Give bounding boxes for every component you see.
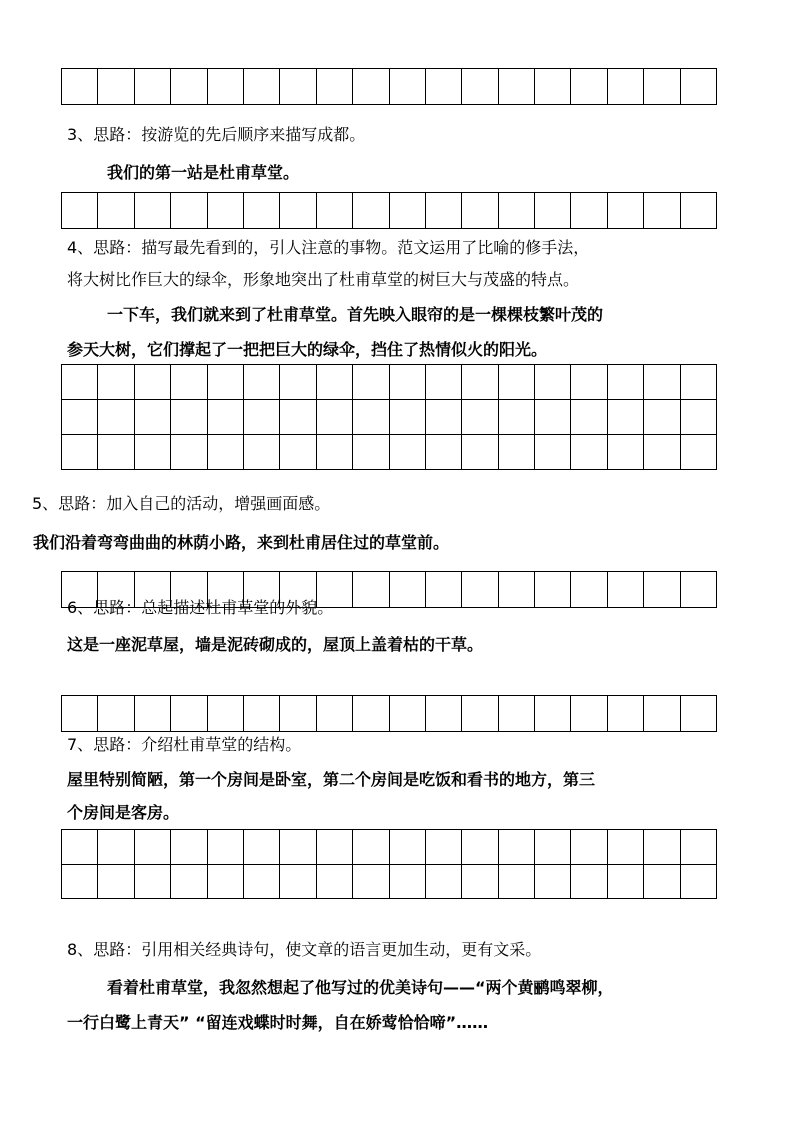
grid-cell[interactable] [390,865,426,900]
section-3-hint [67,124,365,146]
grid-cell[interactable] [280,435,316,470]
grid-cell[interactable] [499,400,535,435]
grid-cell[interactable] [390,365,426,400]
grid-cell[interactable] [426,365,462,400]
grid-cell[interactable] [244,830,280,865]
grid-cell[interactable] [62,435,98,470]
grid-cell[interactable] [571,435,607,470]
grid-cell[interactable] [317,400,353,435]
grid-cell[interactable] [426,830,462,865]
writing-grid-1[interactable] [61,68,717,105]
grid-cell[interactable] [244,69,280,105]
grid-cell[interactable] [462,400,498,435]
grid-cell[interactable] [681,865,717,900]
hint-text: 思路：描写最先看到的，引人注意的事物。范文运用了比喻的修手法， [93,238,590,257]
grid-cell[interactable] [171,696,207,732]
grid-cell[interactable] [426,865,462,900]
grid-cell[interactable] [426,193,462,229]
grid-cell[interactable] [644,193,680,229]
section-5-hint [32,493,330,515]
grid-cell[interactable] [644,572,680,608]
grid-cell[interactable] [535,696,571,732]
grid-cell[interactable] [608,435,644,470]
grid-cell[interactable] [644,830,680,865]
grid-cell[interactable] [244,435,280,470]
grid-cell[interactable] [535,193,571,229]
grid-cell[interactable] [208,400,244,435]
grid-cell[interactable] [644,365,680,400]
grid-cell[interactable] [135,193,171,229]
grid-cell[interactable] [571,572,607,608]
grid-cell[interactable] [98,400,134,435]
grid-cell[interactable] [62,69,98,105]
grid-cell[interactable] [208,435,244,470]
grid-cell[interactable] [317,696,353,732]
grid-cell[interactable] [135,865,171,900]
grid-cell[interactable] [499,865,535,900]
hint-text: 思路：加入自己的活动，增强画面感。 [58,494,331,513]
section-7-hint [67,734,301,756]
grid-cell[interactable] [390,830,426,865]
grid-cell[interactable] [171,400,207,435]
grid-cell[interactable] [390,69,426,105]
grid-cell[interactable] [608,865,644,900]
writing-grid-2[interactable] [61,192,717,229]
grid-cell[interactable] [353,572,389,608]
grid-cell[interactable] [171,830,207,865]
grid-cell[interactable] [499,69,535,105]
grid-cell[interactable] [244,865,280,900]
grid-cell[interactable] [571,365,607,400]
grid-cell[interactable] [608,69,644,105]
grid-cell[interactable] [499,193,535,229]
grid-cell[interactable] [499,365,535,400]
hint-text: 思路：引用相关经典诗句，使文章的语言更加生动，更有文采。 [93,940,542,959]
grid-cell[interactable] [644,400,680,435]
section-4-hint-line-2: 将大树比作巨大的绿伞，形象地突出了杜甫草堂的树巨大与茂盛的特点。 [67,270,580,289]
grid-cell[interactable] [208,193,244,229]
grid-cell[interactable] [317,69,353,105]
section-8-hint [67,939,541,961]
grid-cell[interactable] [426,400,462,435]
writing-grid-6[interactable] [61,829,717,899]
section-number: 5、 [32,494,59,513]
grid-cell[interactable] [135,830,171,865]
section-8-example-line-2: 一行白鹭上青天” “留连戏蝶时时舞，自在娇莺恰恰啼”…… [67,1013,489,1032]
grid-cell[interactable] [681,69,717,105]
grid-cell[interactable] [681,400,717,435]
grid-cell[interactable] [535,365,571,400]
grid-cell[interactable] [98,365,134,400]
grid-cell[interactable] [317,193,353,229]
grid-cell[interactable] [608,193,644,229]
grid-cell[interactable] [608,400,644,435]
grid-cell[interactable] [280,69,316,105]
grid-cell[interactable] [681,365,717,400]
grid-cell[interactable] [208,696,244,732]
grid-cell[interactable] [208,830,244,865]
grid-cell[interactable] [98,830,134,865]
grid-cell[interactable] [171,365,207,400]
grid-cell[interactable] [390,435,426,470]
grid-cell[interactable] [681,572,717,608]
grid-cell[interactable] [499,696,535,732]
grid-cell[interactable] [98,696,134,732]
section-number: 3、 [67,125,94,144]
section-5-example: 我们沿着弯弯曲曲的林荫小路，来到杜甫居住过的草堂前。 [33,533,450,552]
grid-cell[interactable] [608,696,644,732]
grid-cell[interactable] [171,865,207,900]
grid-cell[interactable] [426,572,462,608]
grid-cell[interactable] [353,830,389,865]
grid-cell[interactable] [171,435,207,470]
grid-cell[interactable] [426,69,462,105]
grid-cell[interactable] [98,435,134,470]
grid-cell[interactable] [390,696,426,732]
section-number: 6、 [67,598,94,617]
section-8-example-line-1: 看着杜甫草堂，我忽然想起了他写过的优美诗句——“两个黄鹂鸣翠柳， [107,978,614,997]
grid-cell[interactable] [353,435,389,470]
grid-cell[interactable] [62,193,98,229]
grid-cell[interactable] [535,865,571,900]
grid-cell[interactable] [608,365,644,400]
grid-cell[interactable] [98,865,134,900]
grid-cell[interactable] [462,696,498,732]
grid-cell[interactable] [317,365,353,400]
grid-cell[interactable] [317,865,353,900]
grid-cell[interactable] [390,572,426,608]
grid-cell[interactable] [644,435,680,470]
section-4-example-line-2: 参天大树，它们撑起了一把把巨大的绿伞，挡住了热情似火的阳光。 [67,340,548,359]
section-6-hint [67,597,333,619]
grid-cell[interactable] [208,865,244,900]
grid-cell[interactable] [462,572,498,608]
section-number: 4、 [67,238,94,257]
section-6-example: 这是一座泥草屋，墙是泥砖砌成的，屋顶上盖着枯的干草。 [67,635,484,654]
grid-cell[interactable] [535,572,571,608]
grid-cell[interactable] [426,435,462,470]
grid-cell[interactable] [98,69,134,105]
grid-cell[interactable] [571,69,607,105]
grid-cell[interactable] [499,435,535,470]
grid-cell[interactable] [608,572,644,608]
grid-cell[interactable] [98,193,134,229]
hint-text: 思路：介绍杜甫草堂的结构。 [93,735,302,754]
grid-cell[interactable] [571,865,607,900]
grid-cell[interactable] [280,193,316,229]
grid-cell[interactable] [353,193,389,229]
grid-cell[interactable] [62,365,98,400]
grid-cell[interactable] [499,572,535,608]
grid-cell[interactable] [390,400,426,435]
writing-grid-3[interactable] [61,364,717,470]
section-number: 8、 [67,940,94,959]
grid-cell[interactable] [681,696,717,732]
section-4-example-line-1: 一下车，我们就来到了杜甫草堂。首先映入眼帘的是一棵棵枝繁叶茂的 [107,305,604,324]
grid-cell[interactable] [244,696,280,732]
grid-cell[interactable] [171,193,207,229]
grid-cell[interactable] [280,830,316,865]
hint-text: 思路：总起描述杜甫草堂的外貌。 [93,598,334,617]
grid-cell[interactable] [571,400,607,435]
grid-cell[interactable] [535,69,571,105]
grid-cell[interactable] [135,365,171,400]
grid-cell[interactable] [135,400,171,435]
grid-cell[interactable] [608,830,644,865]
grid-cell[interactable] [280,400,316,435]
section-7-example-line-1: 屋里特别简陋，第一个房间是卧室，第二个房间是吃饭和看书的地方，第三 [67,770,596,789]
writing-grid-5[interactable] [61,695,717,732]
grid-cell[interactable] [571,193,607,229]
grid-cell[interactable] [135,696,171,732]
grid-cell[interactable] [317,830,353,865]
grid-cell[interactable] [171,69,207,105]
grid-cell[interactable] [681,830,717,865]
grid-cell[interactable] [535,400,571,435]
grid-cell[interactable] [280,865,316,900]
grid-cell[interactable] [644,696,680,732]
grid-cell[interactable] [353,69,389,105]
grid-cell[interactable] [462,193,498,229]
grid-cell[interactable] [62,830,98,865]
grid-cell[interactable] [462,435,498,470]
section-3-example: 我们的第一站是杜甫草堂。 [107,163,300,182]
grid-cell[interactable] [62,865,98,900]
grid-cell[interactable] [462,365,498,400]
grid-cell[interactable] [244,193,280,229]
grid-cell[interactable] [535,830,571,865]
section-4-hint-line-1 [67,237,589,259]
grid-cell[interactable] [426,696,462,732]
grid-cell[interactable] [208,69,244,105]
grid-cell[interactable] [499,830,535,865]
grid-cell[interactable] [208,365,244,400]
grid-cell[interactable] [462,830,498,865]
grid-cell[interactable] [644,865,680,900]
grid-cell[interactable] [644,69,680,105]
grid-cell[interactable] [280,365,316,400]
grid-cell[interactable] [317,435,353,470]
section-number: 7、 [67,735,94,754]
grid-cell[interactable] [462,865,498,900]
grid-cell[interactable] [62,400,98,435]
grid-cell[interactable] [353,696,389,732]
grid-cell[interactable] [62,696,98,732]
section-7-example-line-2: 个房间是客房。 [67,803,180,822]
grid-cell[interactable] [681,435,717,470]
grid-cell[interactable] [244,400,280,435]
grid-cell[interactable] [135,69,171,105]
grid-cell[interactable] [135,435,171,470]
grid-cell[interactable] [462,69,498,105]
grid-cell[interactable] [681,193,717,229]
grid-cell[interactable] [571,696,607,732]
grid-cell[interactable] [353,400,389,435]
grid-cell[interactable] [353,865,389,900]
hint-text: 思路：按游览的先后顺序来描写成都。 [93,125,366,144]
grid-cell[interactable] [390,193,426,229]
grid-cell[interactable] [535,435,571,470]
grid-cell[interactable] [353,365,389,400]
grid-cell[interactable] [571,830,607,865]
grid-cell[interactable] [280,696,316,732]
grid-cell[interactable] [244,365,280,400]
